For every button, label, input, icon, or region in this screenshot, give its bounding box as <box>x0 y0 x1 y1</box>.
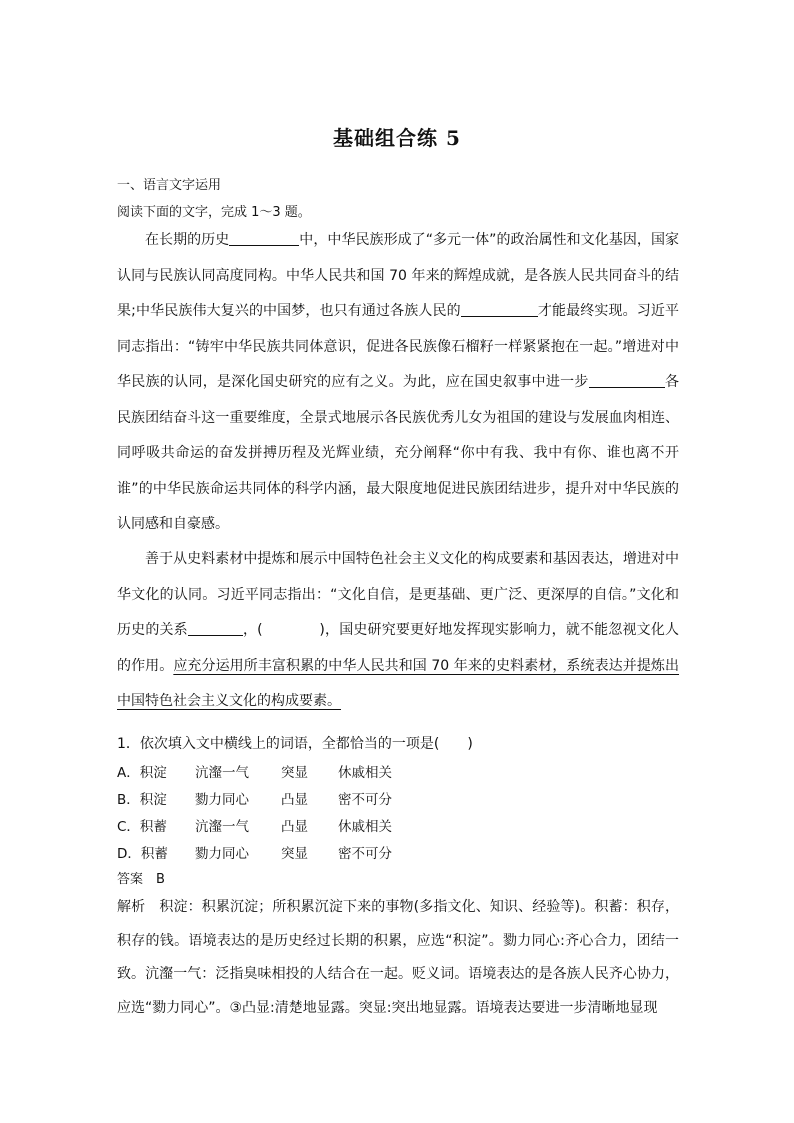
section-heading: 一、语言文字运用 <box>117 178 222 193</box>
option-d: D．积蓄 勠力同心 突显 密不可分 <box>117 846 392 862</box>
option-b: B．积淀 勠力同心 凸显 密不可分 <box>117 792 392 808</box>
fill-blank-3 <box>589 373 665 388</box>
fill-blank-4 <box>188 621 243 636</box>
analysis-paragraph: 解析 积淀：积累沉淀；所积累沉淀下来的事物(多指文化、知识、经验等)。积蓄：积存，积存的钱。语境表达的是历史经过长期的积累，应选“积淀”。勠力同心:齐心合力，团结一致。沆瀣一气：泛指臭味相投的人结合在一起。贬义词。语境表达的是各族人民齐心协力，应选“勠力同心”。③凸显:清楚地显露。突显:突出地显露。语境表达要进一步清晰地显现 <box>117 899 679 1016</box>
option-a: A．积淀 沆瀣一气 突显 休戚相关 <box>117 765 392 781</box>
passage-paragraph-1: 在长期的历史 中，中华民族形成了“多元一体”的政治属性和文化基因，国家认同与民族认同高度同构。中华人民共和国 70 年来的辉煌成就，是各族人民共同奋斗的结果;中华民族伟大复兴的中国梦，也只有通过各族人民的 才能最终实现。习近平同志指出：“铸牢中华民族共同体意识，促进各民族像石榴籽一样紧紧抱在一起。”增进对中华民族的认同，是深化国史研究的应有之义。为此，应在国史叙事中进一步 各民族团结奋斗这一重要维度，全景式地展示各民族优秀儿女为祖国的建设与发展血肉相连、同呼吸共命运的奋发拼搏历程及光辉业绩，充分阐释“你中有我、我中有你、谁也离不开谁”的中华民族命运共同体的科学内涵，最大限度地促进民族团结进步，提升对中华民族的认同感和自豪感。 <box>117 232 680 532</box>
page-title: 基础组合练 5 <box>333 126 461 150</box>
underlined-sentence: 应充分运用所丰富积累的中华人民共和国 70 年来的史料素材，系统表达并提炼出中国特色社会主义文化的构成要素。 <box>117 657 680 709</box>
question-1: 1．依次填入文中横线上的词语，全都恰当的一项是( ) <box>117 736 473 752</box>
fill-blank-2 <box>461 302 538 317</box>
fill-blank-1 <box>229 231 299 246</box>
answer-line: 答案 B <box>117 872 165 887</box>
option-c: C．积蓄 沆瀣一气 凸显 休戚相关 <box>117 819 392 835</box>
passage-paragraph-2: 善于从史料素材中提炼和展示中国特色社会主义文化的构成要素和基因表达，增进对中华文化的认同。习近平同志指出：“文化自信，是更基础、更广泛、更深厚的自信。”文化和历史的关系 ，( )，国史研究要更好地发挥现实影响力，就不能忽视文化人的作用。应充分运用所丰富积累的中华人民共和国 70 年来的史料素材，系统表达并提炼出中国特色社会主义文化的构成要素。 <box>117 551 680 709</box>
reading-instruction: 阅读下面的文字，完成 1～3 题。 <box>117 205 311 220</box>
